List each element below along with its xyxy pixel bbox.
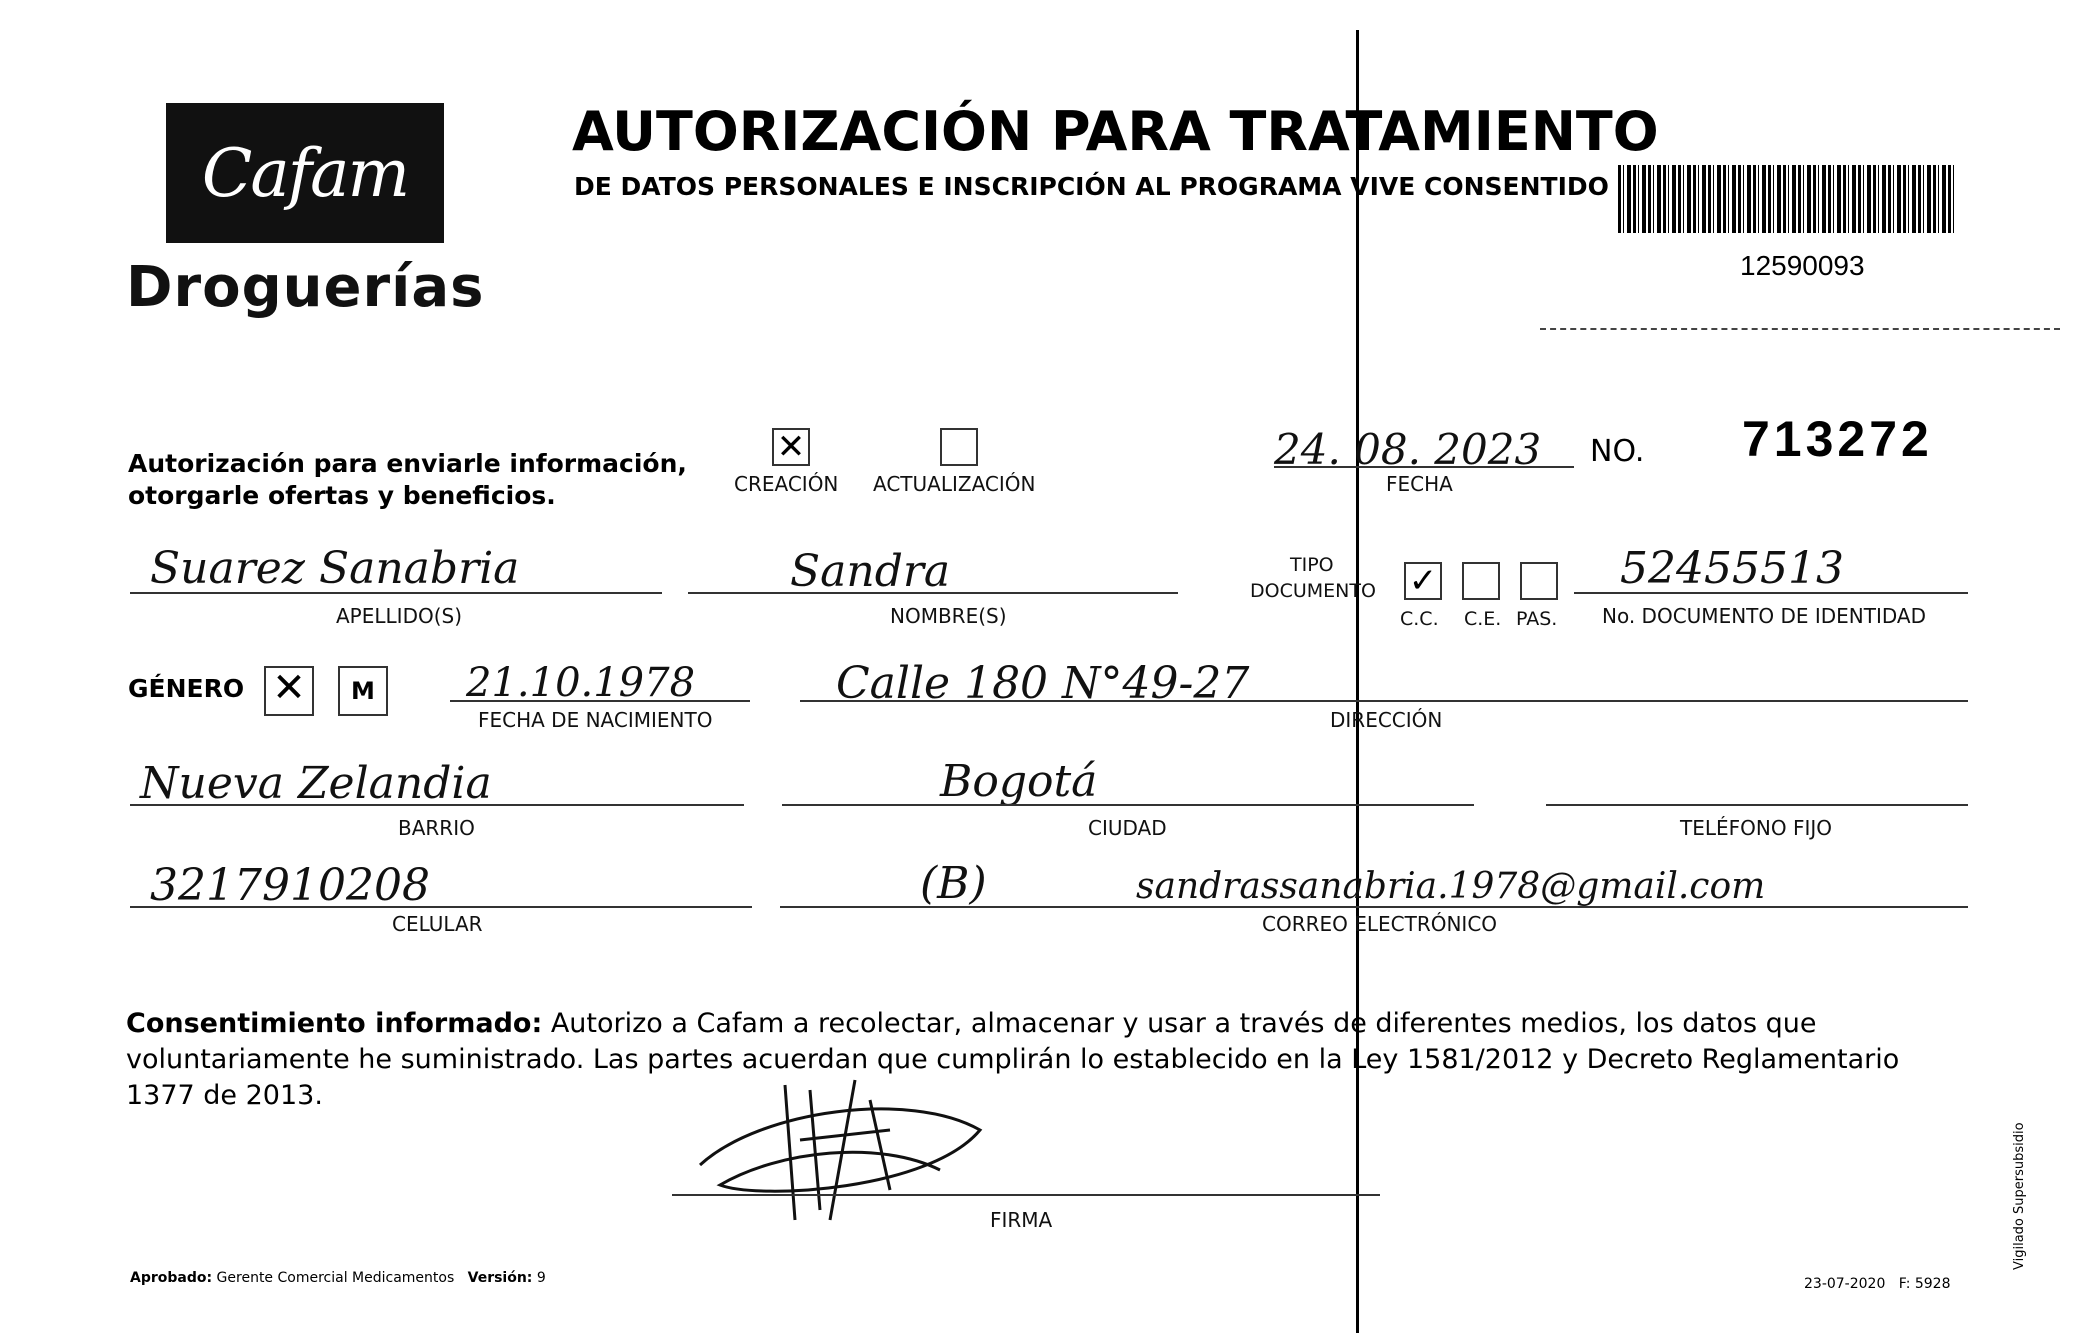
direccion-label: DIRECCIÓN bbox=[1330, 708, 1443, 732]
logo-text: Cafam bbox=[201, 134, 409, 212]
firma-line bbox=[672, 1194, 1380, 1196]
genero-m-checkbox[interactable] bbox=[338, 666, 388, 716]
celular-line bbox=[130, 906, 752, 908]
x-mark-icon: ✕ bbox=[776, 427, 806, 467]
cc-checkbox[interactable] bbox=[1404, 562, 1442, 600]
ciudad-line bbox=[782, 804, 1474, 806]
footer-left bbox=[130, 1270, 546, 1286]
ce-checkbox[interactable] bbox=[1462, 562, 1500, 600]
celular-label: CELULAR bbox=[392, 912, 483, 936]
footer-right bbox=[1804, 1276, 1951, 1292]
firma-label: FIRMA bbox=[990, 1208, 1053, 1232]
nombres-line bbox=[688, 592, 1178, 594]
side-text: Vigilado Supersubsidio bbox=[2012, 1122, 2027, 1270]
intro-text-2: otorgarle ofertas y beneficios. bbox=[128, 481, 556, 510]
version-value: 9 bbox=[536, 1270, 546, 1286]
creacion-checkbox[interactable] bbox=[772, 428, 810, 466]
brand-subtitle: Droguerías bbox=[126, 255, 485, 320]
scan-artifact-line bbox=[1356, 30, 1359, 1333]
fecha-line bbox=[1274, 466, 1574, 468]
fecha-label: FECHA bbox=[1386, 472, 1453, 496]
direccion-value[interactable]: Calle 180 N°49-27 bbox=[836, 658, 1250, 709]
no-label: NO. bbox=[1590, 434, 1645, 469]
barcode-number: 12590093 bbox=[1740, 250, 1865, 281]
barrio-line bbox=[130, 804, 744, 806]
correo-value[interactable]: sandrassanabria.1978@gmail.com bbox=[1136, 866, 1766, 907]
telefono-line bbox=[1546, 804, 1968, 806]
nombres-value[interactable]: Sandra bbox=[790, 546, 951, 597]
barrio-value[interactable]: Nueva Zelandia bbox=[140, 758, 492, 809]
ciudad-label: CIUDAD bbox=[1088, 816, 1167, 840]
nacimiento-value[interactable]: 21.10.1978 bbox=[466, 660, 696, 706]
cafam-logo bbox=[166, 103, 444, 243]
form-code: F: 5928 bbox=[1898, 1276, 1951, 1292]
nacimiento-label: FECHA DE NACIMIENTO bbox=[478, 708, 713, 732]
form-subtitle: DE DATOS PERSONALES E INSCRIPCIÓN AL PROGRAMA VIVE CONSENTIDO bbox=[574, 172, 1609, 201]
tipo-label: TIPO bbox=[1290, 554, 1334, 576]
consent-text: Autorizo a Cafam a recolectar, almacenar y usar a través de diferentes medios, los datos que voluntariamente he suministrado. Las partes acuerdan que cumplirán lo establecido en la Ley 1581/2012 y Decreto Reglamentario 1377 de 2013. bbox=[126, 1008, 1900, 1111]
direccion-line bbox=[800, 700, 1968, 702]
cc-label: C.C. bbox=[1400, 608, 1439, 630]
pas-label: PAS. bbox=[1516, 608, 1558, 630]
aprobado-label: Aprobado: bbox=[130, 1270, 213, 1286]
celular-value[interactable]: 3217910208 bbox=[150, 860, 430, 911]
correo-line bbox=[780, 906, 1968, 908]
version-label: Versión: bbox=[467, 1270, 533, 1286]
telefono-label: TELÉFONO FIJO bbox=[1680, 816, 1832, 840]
aprobado-value: Gerente Comercial Medicamentos bbox=[216, 1270, 455, 1286]
ciudad-value[interactable]: Bogotá bbox=[940, 756, 1098, 807]
correo-label: CORREO ELECTRÓNICO bbox=[1262, 912, 1498, 936]
apellidos-label: APELLIDO(S) bbox=[336, 604, 463, 628]
consent-paragraph bbox=[126, 1006, 1966, 1114]
apellidos-line bbox=[130, 592, 662, 594]
documento-value[interactable]: 52455513 bbox=[1620, 543, 1844, 594]
signature-drawing bbox=[680, 1070, 1000, 1230]
creacion-label: CREACIÓN bbox=[734, 472, 839, 496]
actualizacion-label: ACTUALIZACIÓN bbox=[873, 472, 1036, 496]
actualizacion-checkbox[interactable] bbox=[940, 428, 978, 466]
genero-f-checkbox[interactable] bbox=[264, 666, 314, 716]
pas-checkbox[interactable] bbox=[1520, 562, 1558, 600]
nombres-label: NOMBRE(S) bbox=[890, 604, 1007, 628]
nacimiento-line bbox=[450, 700, 750, 702]
documento-label: DOCUMENTO bbox=[1250, 580, 1376, 602]
x-mark-icon: ✕ bbox=[272, 665, 306, 711]
ce-label: C.E. bbox=[1464, 608, 1502, 630]
barcode bbox=[1618, 165, 1954, 233]
form-title: AUTORIZACIÓN PARA TRATAMIENTO bbox=[572, 100, 1659, 163]
genero-label: GÉNERO bbox=[128, 674, 245, 703]
documento-number-label: No. DOCUMENTO DE IDENTIDAD bbox=[1602, 604, 1927, 628]
date-code: 23-07-2020 bbox=[1804, 1276, 1886, 1292]
barrio-label: BARRIO bbox=[398, 816, 475, 840]
consent-title: Consentimiento informado: bbox=[126, 1008, 543, 1039]
apellidos-value[interactable]: Suarez Sanabria bbox=[150, 543, 520, 594]
documento-line bbox=[1574, 592, 1968, 594]
extra-value: (B) bbox=[920, 858, 987, 909]
form-number: 713272 bbox=[1742, 411, 1933, 467]
fecha-value[interactable]: 24. 08. 2023 bbox=[1274, 425, 1542, 474]
intro-text-1: Autorización para enviarle información, bbox=[128, 449, 687, 478]
m-label: M bbox=[351, 677, 375, 705]
dashed-divider bbox=[1540, 328, 2060, 330]
check-mark-icon: ✓ bbox=[1408, 561, 1438, 601]
